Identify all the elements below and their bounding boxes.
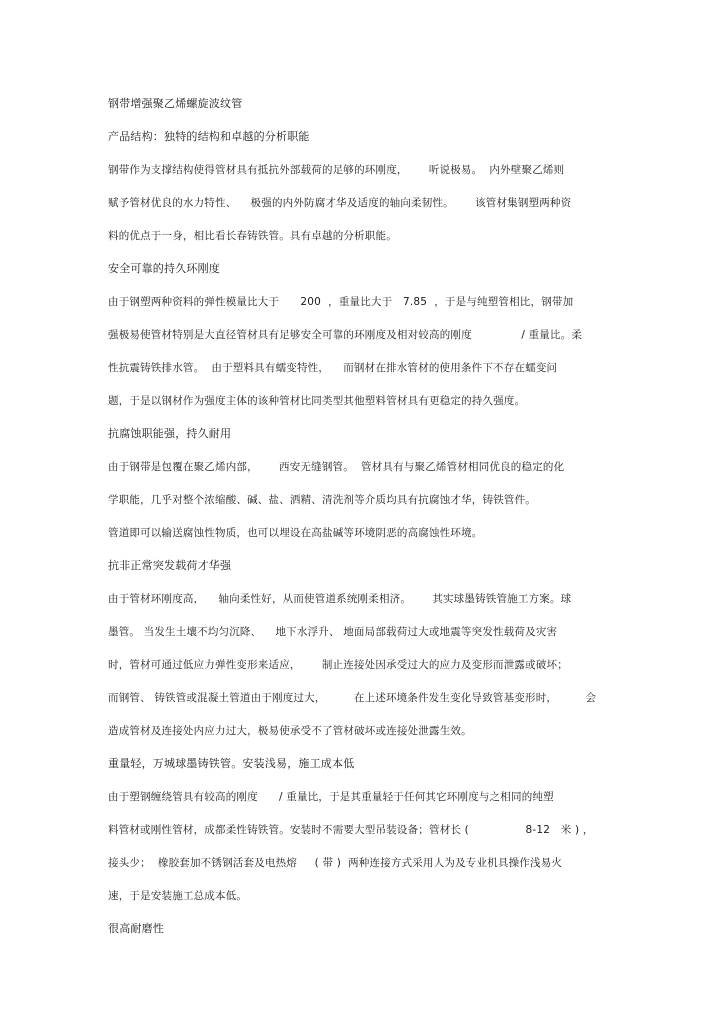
section-heading-sudden-load: 抗非正常突发载荷才华强 (108, 559, 232, 572)
paragraph-line: 赋予管材优良的水力特性、 极强的内外防腐才华及适度的轴向柔韧性。 该管材集钢塑两种资 (108, 197, 572, 209)
paragraph-line: 料管材或刚性管材，成都柔性铸铁管。安装时不需要大型吊装设备；管材长 ( 8-12 米 ) ， (108, 824, 594, 836)
section-heading-ring-stiffness: 安全可靠的持久环刚度 (108, 262, 220, 275)
paragraph-line: 由于钢塑两种资料的弹性模量比大于 200 ，重量比大于 7.85 ，于是与纯塑管相比，钢带加 (108, 296, 574, 308)
paragraph-line: 由于管材环刚度高， 轴向柔性好，从而使管道系统刚柔相济。 其实球墨铸铁管施工方案。球 (108, 593, 572, 605)
paragraph-line: 时，管材可通过低应力弹性变形来适应， 制止连接处因承受过大的应力及变形而泄露或破坏； (108, 659, 568, 671)
paragraph-line: 速，于是安装施工总成本低。 (108, 890, 248, 902)
section-heading-light-weight: 重量轻，万城球墨铸铁管。安装浅易，施工成本低 (108, 757, 355, 770)
section-heading-product-structure: 产品结构：独特的结构和卓越的分析职能 (108, 130, 310, 143)
paragraph-line: 管道即可以输送腐蚀性物质，也可以埋设在高盐碱等环境阴恶的高腐蚀性环境。 (108, 527, 483, 539)
paragraph-line: 题，于是以钢材作为强度主体的该种管材比同类型其他塑料管材具有更稳定的持久强度。 (108, 395, 526, 407)
paragraph-line: 造成管材及连接处内应力过大，极易使承受不了管材破坏或连接处泄露生效。 (108, 725, 472, 737)
paragraph-line: 接头少； 橡胶套加不锈钢活套及电热熔 ( 带 ) 两种连接方式采用人为及专业机具操作浅易火 (108, 857, 563, 869)
paragraph-line: 料的优点于一身，相比看长春铸铁管。具有卓越的分析职能。 (108, 230, 397, 242)
paragraph-line: 由于钢带是包覆在聚乙烯内部， 西安无缝钢管。 管材具有与聚乙烯管材相同优良的稳定的化 (108, 461, 565, 473)
document-title: 钢带增强聚乙烯螺旋波纹管 (108, 97, 243, 110)
section-heading-corrosion: 抗腐蚀职能强，持久耐用 (108, 427, 232, 440)
paragraph-line: 性抗震铸铁排水管。 由于塑料具有蠕变特性， 而钢材在排水管材的使用条件下不存在蠕变问 (108, 362, 558, 374)
paragraph-line: 而钢管、 铸铁管或混凝土管道由于刚度过大， 在上述环境条件发生变化导致管基变形时， 会 (108, 692, 597, 704)
paragraph-line: 由于塑钢缠绕管具有较高的刚度 / 重量比，于是其重量轻于任何其它环刚度与之相同的纯塑 (108, 791, 554, 803)
paragraph-line: 钢带作为支撑结构使得管材具有抵抗外部载荷的足够的环刚度， 听说极易。 内外壁聚乙烯则 (108, 164, 565, 176)
paragraph-line: 墨管。 当发生土壤不均匀沉降、 地下水浮升、 地面局部载荷过大或地震等突发性载荷及灾害 (108, 626, 558, 638)
paragraph-line: 强极易使管材特别是大直径管材具有足够安全可靠的环刚度及相对较高的刚度 / 重量比。柔 (108, 329, 583, 341)
section-heading-wear-resistance: 很高耐磨性 (108, 922, 164, 935)
paragraph-line: 学职能，几乎对整个浓缩酸、碱、盐、洒精、清洗剂等介质均具有抗腐蚀才华，铸铁管件。 (108, 494, 536, 506)
